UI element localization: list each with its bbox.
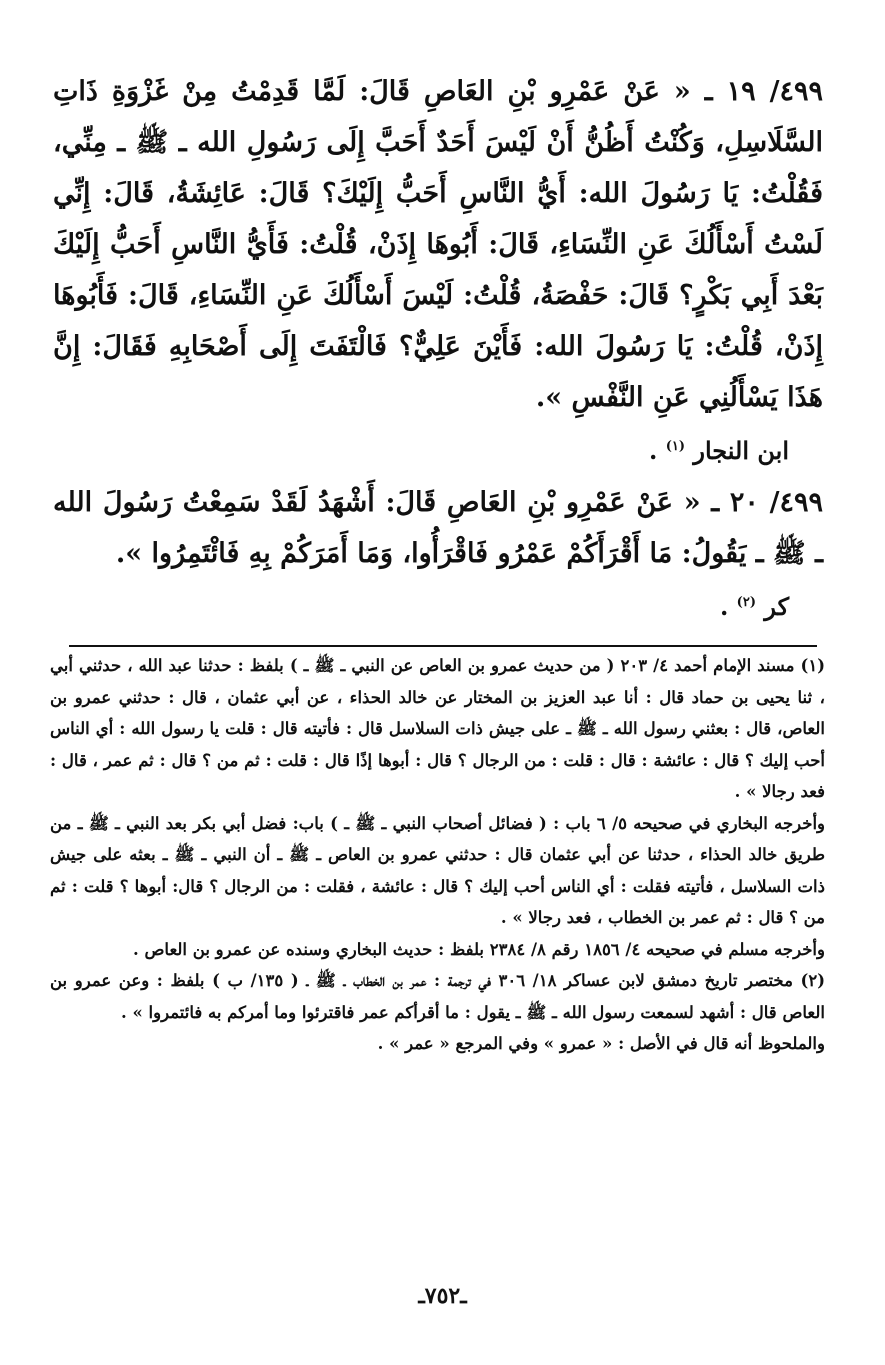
footnote-1: (١) مسند الإمام أحمد ٤/ ٢٠٣ ( من حديث عمرو بن العاص عن النبي ـ ﷺ ـ ) بلفظ : حدثنا عبد الله ، حدثني أبي ، ثنا يحيى بن حماد قال : أنا عبد العزيز بن المختار عن خالد الحذاء ، عن أبي عثمان ، قال : حدثني عمرو بن العاص، قال : بعثني رسول الله ـ ﷺ ـ على جيش ذات السلاسل قال : فأتيته قال : قلت يا رسول الله : أي الناس أحب إليك ؟ قال : عائشة : قال : قلت : من الرجال ؟ قال : أبوها إذًا قال : قلت : ثم من ؟ قال : ثم عمر ، قال : فعد رجالا » . xyxy=(50,656,825,801)
footnote-ref: (٢) xyxy=(736,595,756,610)
footnote-divider xyxy=(69,645,817,647)
footnote-1-bukhari: وأخرجه البخاري في صحيحه ٥/ ٦ باب : ( فضائل أصحاب النبي ـ ﷺ ـ ) باب: فضل أبي بكر بعد النبي ـ ﷺ ـ من طريق خالد الحذاء ، حدثنا عن أبي عثمان قال : حدثني عمرو بن العاص ـ ﷺ ـ أن النبي ـ ﷺ ـ بعثه على جيش ذات السلاسل ، فأتيته فقلت : أي الناس أحب إليك ؟ قال : عائشة ، فقلت : من الرجال ؟ قال: أبوها ؟ قلت : ثم من ؟ قال : ثم عمر بن الخطاب ، فعد رجالا » . xyxy=(50,813,825,927)
main-text xyxy=(53,66,823,633)
source-name: ابن النجار xyxy=(693,436,789,465)
footnotes xyxy=(50,650,825,1060)
footnote-2: (٢) مختصر تاريخ دمشق لابن عساكر ١٨/ ٣٠٦ في ترجمة : عمر بن الخطاب ـ ﷺ ـ ( ١٣٥/ ب ) بلفظ : وعن عمرو بن العاص قال : أشهد لسمعت رسول الله ـ ﷺ ـ يقول : ما أقرأكم عمر فاقترئوا وما أمركم به فائتمروا » . xyxy=(50,971,825,1022)
footnote-ref: (١) xyxy=(665,439,686,454)
source-name: كر xyxy=(764,592,789,621)
page-number: ـ٧٥٢ـ xyxy=(418,1283,467,1309)
hadith-source-2: كر $^{(٢)}$ . xyxy=(719,592,789,621)
hadith-entry-2: ٤٩٩/ ٢٠ ـ « عَنْ عَمْرِو بْنِ العَاصِ قَالَ: أَشْهَدُ لَقَدْ سَمِعْتُ رَسُولَ الله ـ ﷺ ـ يَقُولُ: مَا أَقْرَأَكُمْ عَمْرُو فَاقْرَأُوا، وَمَا أَمَرَكُمْ بِهِ فَائْتَمِرُوا ». xyxy=(53,487,824,569)
footnote-1-muslim: وأخرجه مسلم في صحيحه ٤/ ١٨٥٦ رقم ٨/ ٢٣٨٤ بلفظ : حديث البخاري وسنده عن عمرو بن العاص . xyxy=(132,939,825,959)
hadith-source-1: ابن النجار $^{(١)}$ . xyxy=(649,436,789,465)
hadith-entry-1: ٤٩٩/ ١٩ ـ « عَنْ عَمْرِو بْنِ العَاصِ قَالَ: لَمَّا قَدِمْتُ مِنْ غَزْوَةِ ذَاتِ السَّلَاسِلِ، وَكُنْتُ أَظُنُّ أَنْ لَيْسَ أَحَدٌ أَحَبَّ إِلَى رَسُولِ الله ـ ﷺ ـ مِنِّي، فَقُلْتُ: يَا رَسُولَ الله: أَيُّ النَّاسِ أَحَبُّ إِلَيْكَ؟ قَالَ: عَائِشَةُ، قَالَ: إِنِّي لَسْتُ أَسْأَلُكَ عَنِ النِّسَاءِ، قَالَ: أَبُوهَا إِذَنْ، قُلْتُ: فَأَيُّ النَّاسِ أَحَبُّ إِلَيْكَ بَعْدَ أَبِي بَكْرٍ؟ قَالَ: حَفْصَةُ، قُلْتُ: لَيْسَ أَسْأَلُكَ عَنِ النِّسَاءِ، قَالَ: فَأَبُوهَا إِذَنْ، قُلْتُ: يَا رَسُولَ الله: فَأَيْنَ عَلِيٌّ؟ فَالْتَفَتَ إِلَى أَصْحَابِهِ فَقَالَ: إِنَّ هَذَا يَسْأَلُنِي عَنِ النَّفْسِ ». xyxy=(53,76,824,413)
footnote-2-remark: والملحوظ أنه قال في الأصل : « عمرو » وفي المرجع « عمر » . xyxy=(377,1034,825,1053)
